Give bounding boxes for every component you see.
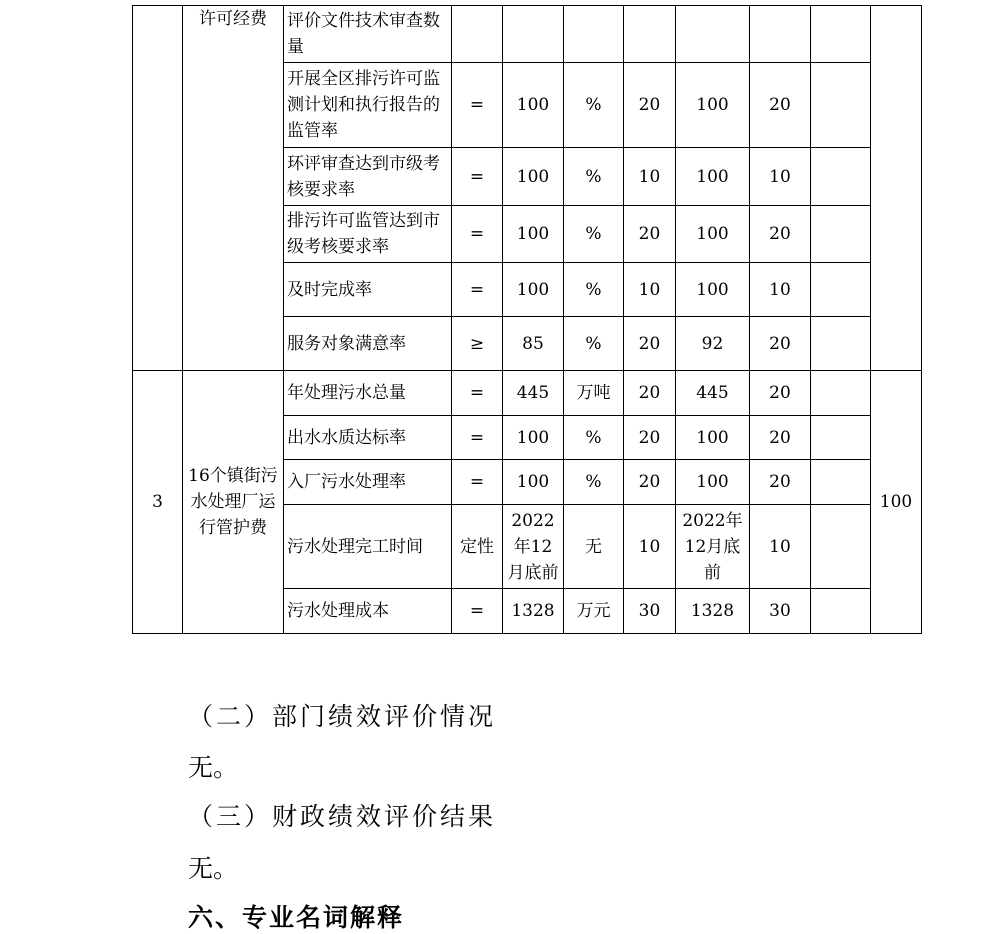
unit-cell: % <box>564 148 624 206</box>
target-cell: 100 <box>503 263 564 317</box>
target-cell: 100 <box>503 416 564 460</box>
actual-cell: 92 <box>676 317 750 371</box>
weight-cell: 20 <box>624 416 676 460</box>
table-row <box>133 6 922 63</box>
deviation-cell <box>811 206 871 263</box>
project-name-cell: 许可经费 <box>183 6 284 371</box>
indicator-cell: 污水处理成本 <box>284 589 452 634</box>
indicator-cell: 评价文件技术审查数量 <box>284 6 452 63</box>
score-cell: 20 <box>750 416 811 460</box>
target-cell: 100 <box>503 460 564 505</box>
score-cell: 10 <box>750 148 811 206</box>
weight-cell: 20 <box>624 317 676 371</box>
operator-cell: = <box>452 460 503 505</box>
indicator-cell: 出水水质达标率 <box>284 416 452 460</box>
deviation-cell <box>811 371 871 416</box>
weight-cell: 30 <box>624 589 676 634</box>
target-cell: 2022年12月底前 <box>503 505 564 589</box>
actual-cell: 100 <box>676 416 750 460</box>
target-cell: 445 <box>503 371 564 416</box>
weight-cell: 10 <box>624 263 676 317</box>
operator-cell <box>452 6 503 63</box>
operator-cell: = <box>452 148 503 206</box>
glossary-heading: 六、专业名词解释 <box>188 903 405 932</box>
weight-cell: 20 <box>624 371 676 416</box>
unit-cell: % <box>564 263 624 317</box>
unit-cell: % <box>564 206 624 263</box>
indicator-cell: 及时完成率 <box>284 263 452 317</box>
unit-cell: % <box>564 63 624 148</box>
dept-eval-heading: （二）部门绩效评价情况 <box>188 702 497 731</box>
weight-cell <box>624 6 676 63</box>
target-cell: 100 <box>503 148 564 206</box>
table-row <box>133 371 922 416</box>
unit-cell: % <box>564 416 624 460</box>
actual-cell: 100 <box>676 460 750 505</box>
operator-cell: = <box>452 416 503 460</box>
score-cell: 10 <box>750 505 811 589</box>
fin-eval-heading: （三）财政绩效评价结果 <box>188 802 497 831</box>
indicator-cell: 年处理污水总量 <box>284 371 452 416</box>
deviation-cell <box>811 460 871 505</box>
total-score-cell <box>871 6 922 371</box>
operator-cell: 定性 <box>452 505 503 589</box>
score-cell: 30 <box>750 589 811 634</box>
score-cell: 10 <box>750 263 811 317</box>
project-no-cell <box>133 6 183 371</box>
target-cell <box>503 6 564 63</box>
deviation-cell <box>811 6 871 63</box>
weight-cell: 20 <box>624 63 676 148</box>
unit-cell: % <box>564 460 624 505</box>
actual-cell <box>676 6 750 63</box>
deviation-cell <box>811 263 871 317</box>
indicator-cell: 入厂污水处理率 <box>284 460 452 505</box>
indicator-cell: 服务对象满意率 <box>284 317 452 371</box>
score-cell: 20 <box>750 371 811 416</box>
actual-cell: 2022年12月底前 <box>676 505 750 589</box>
score-cell: 20 <box>750 63 811 148</box>
actual-cell: 100 <box>676 206 750 263</box>
unit-cell: % <box>564 317 624 371</box>
target-cell: 85 <box>503 317 564 371</box>
operator-cell: = <box>452 263 503 317</box>
performance-table <box>132 5 922 634</box>
unit-cell: 万元 <box>564 589 624 634</box>
weight-cell: 10 <box>624 505 676 589</box>
actual-cell: 1328 <box>676 589 750 634</box>
weight-cell: 10 <box>624 148 676 206</box>
unit-cell: 万吨 <box>564 371 624 416</box>
operator-cell: = <box>452 589 503 634</box>
operator-cell: = <box>452 206 503 263</box>
unit-cell: 无 <box>564 505 624 589</box>
actual-cell: 100 <box>676 263 750 317</box>
deviation-cell <box>811 148 871 206</box>
score-cell <box>750 6 811 63</box>
dept-eval-text: 无。 <box>188 753 239 782</box>
deviation-cell <box>811 416 871 460</box>
project-no-cell: 3 <box>133 371 183 634</box>
operator-cell: = <box>452 63 503 148</box>
indicator-cell: 污水处理完工时间 <box>284 505 452 589</box>
project-name-cell: 16个镇街污水处理厂运行管护费 <box>183 371 284 634</box>
score-cell: 20 <box>750 206 811 263</box>
actual-cell: 100 <box>676 148 750 206</box>
actual-cell: 100 <box>676 63 750 148</box>
operator-cell: ≥ <box>452 317 503 371</box>
target-cell: 100 <box>503 63 564 148</box>
deviation-cell <box>811 589 871 634</box>
weight-cell: 20 <box>624 206 676 263</box>
unit-cell <box>564 6 624 63</box>
target-cell: 100 <box>503 206 564 263</box>
indicator-cell: 环评审查达到市级考核要求率 <box>284 148 452 206</box>
score-cell: 20 <box>750 460 811 505</box>
actual-cell: 445 <box>676 371 750 416</box>
target-cell: 1328 <box>503 589 564 634</box>
total-score-cell: 100 <box>871 371 922 634</box>
deviation-cell <box>811 317 871 371</box>
score-cell: 20 <box>750 317 811 371</box>
deviation-cell <box>811 505 871 589</box>
deviation-cell <box>811 63 871 148</box>
indicator-cell: 排污许可监管达到市级考核要求率 <box>284 206 452 263</box>
weight-cell: 20 <box>624 460 676 505</box>
indicator-cell: 开展全区排污许可监测计划和执行报告的监管率 <box>284 63 452 148</box>
fin-eval-text: 无。 <box>188 854 239 883</box>
operator-cell: = <box>452 371 503 416</box>
